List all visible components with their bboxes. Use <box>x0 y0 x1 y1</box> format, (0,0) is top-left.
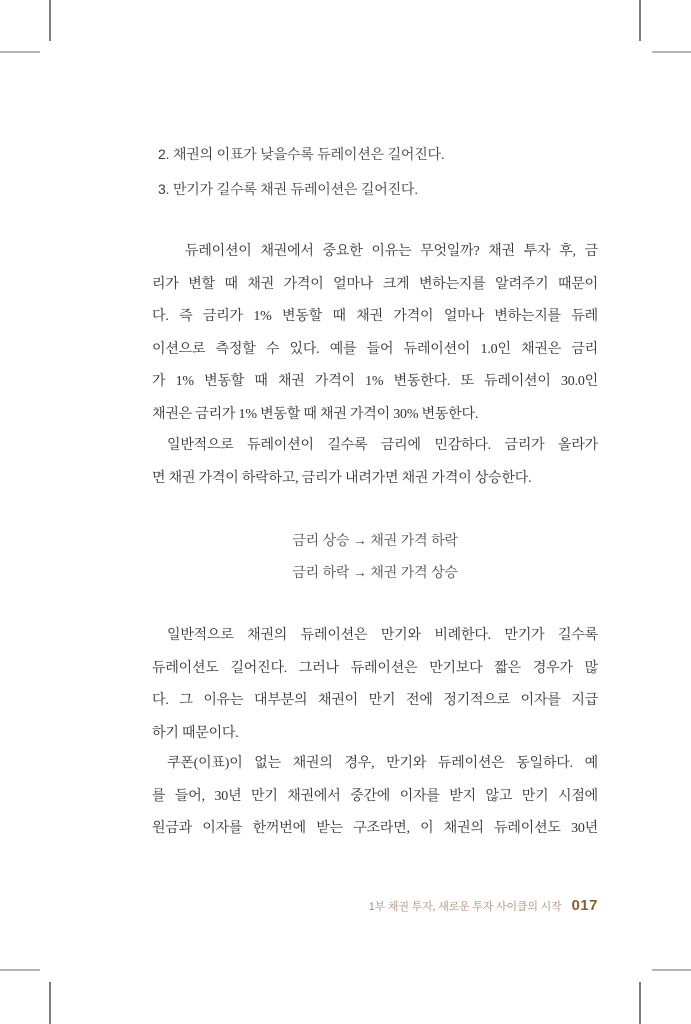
callout-line: 금리 상승 → 채권 가격 하락 <box>292 532 458 548</box>
body-line: 다. 그 이유는 대부분의 채권이 만기 전에 정기적으로 이자를 지급 <box>152 693 598 708</box>
body-line: 를 들어, 30년 만기 채권에서 중간에 이자를 받지 않고 만기 시점에 <box>152 788 598 804</box>
body-line: 채권은 금리가 1% 변동할 때 채권 가격이 30% 변동한다. <box>152 406 479 422</box>
body-line: 듀레이션이 채권에서 중요한 이유는 무엇일까? 채권 투자 후, 금 <box>185 244 598 259</box>
crop-mark-bottom-left-vertical <box>49 982 51 1024</box>
footer-page-number: 017 <box>571 897 598 914</box>
crop-mark-top-left-horizontal <box>0 51 40 53</box>
crop-mark-bottom-right-vertical <box>639 982 641 1024</box>
crop-mark-top-right-horizontal <box>652 51 691 53</box>
footer <box>369 897 598 914</box>
crop-mark-bottom-left-horizontal <box>0 969 40 971</box>
body-line: 가 1% 변동할 때 채권 가격이 1% 변동한다. 또 듀레이션이 30.0인 <box>152 374 598 389</box>
body-line: 일반적으로 듀레이션이 길수록 금리에 민감하다. 금리가 올라가 <box>167 438 598 453</box>
body-line: 이션으로 측정할 수 있다. 예를 들어 듀레이션이 1.0인 채권은 금리 <box>152 341 598 357</box>
body-line: 하기 때문이다. <box>152 725 239 741</box>
body-paragraph-1 <box>152 236 598 431</box>
crop-mark-bottom-right-horizontal <box>652 969 691 971</box>
crop-mark-top-right-vertical <box>639 0 641 41</box>
body-line: 리가 변할 때 채권 가격이 얼마나 크게 변하는지를 알려주기 때문이 <box>152 276 598 292</box>
body-line: 쿠폰(이표)이 없는 채권의 경우, 만기와 듀레이션은 동일하다. 예 <box>167 756 598 771</box>
list-item: 3. 만기가 길수록 채권 듀레이션은 길어진다. <box>158 181 418 197</box>
body-paragraph-4 <box>152 748 598 846</box>
crop-mark-top-left-vertical <box>49 0 51 41</box>
body-paragraph-3 <box>152 620 598 750</box>
body-line: 면 채권 가격이 하락하고, 금리가 내려가면 채권 가격이 상승한다. <box>152 470 532 486</box>
body-paragraph-2 <box>152 430 598 495</box>
body-line: 듀레이션도 길어진다. 그러나 듀레이션은 만기보다 짧은 경우가 많 <box>152 660 598 676</box>
rate-price-callout <box>152 524 598 588</box>
footer-section-title: 1부 채권 투자, 새로운 투자 사이클의 시작 <box>368 901 562 913</box>
body-line: 일반적으로 채권의 듀레이션은 만기와 비례한다. 만기가 길수록 <box>167 628 598 643</box>
body-line: 다. 즉 금리가 1% 변동할 때 채권 가격이 얼마나 변하는지를 듀레 <box>152 309 598 324</box>
list-item: 2. 채권의 이표가 낮을수록 듀레이션은 길어진다. <box>158 146 445 162</box>
callout-line: 금리 하락 → 채권 가격 상승 <box>292 564 458 580</box>
body-line: 원금과 이자를 한꺼번에 받는 구조라면, 이 채권의 듀레이션도 30년 <box>152 821 598 836</box>
duration-rules-list <box>158 137 445 207</box>
